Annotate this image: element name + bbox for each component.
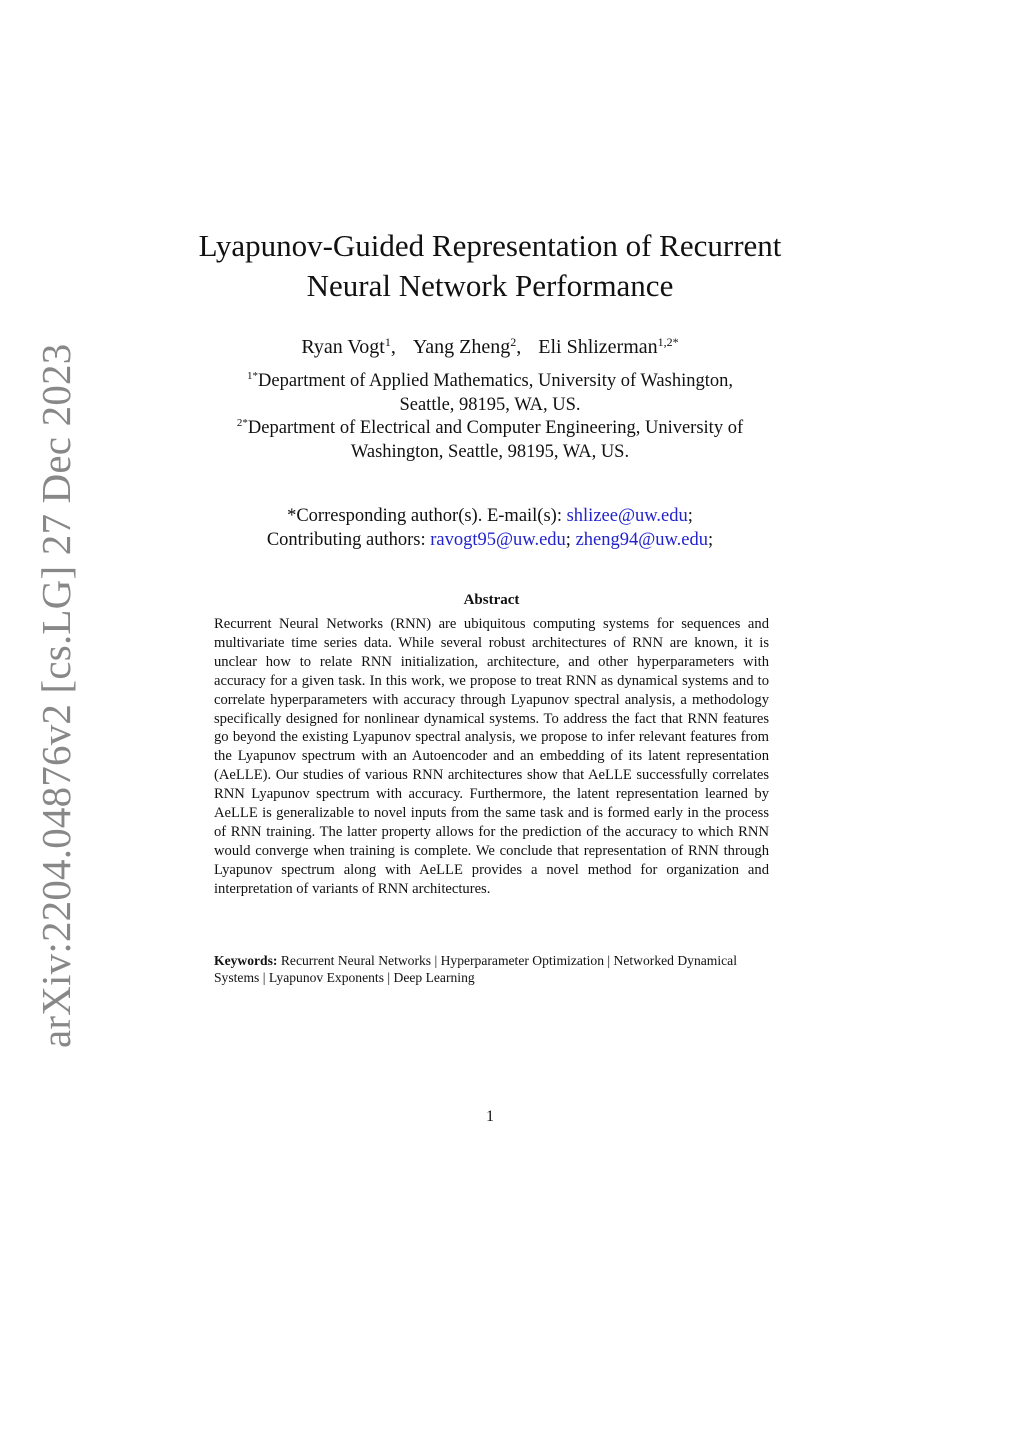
contributing-authors-line bbox=[150, 529, 830, 553]
author-affil-sup: 1,2* bbox=[657, 335, 679, 349]
author-list bbox=[150, 334, 830, 360]
author-separator: , bbox=[516, 336, 522, 358]
title-line-1: Lyapunov-Guided Representation of Recurrent bbox=[198, 228, 782, 263]
title-line-2: Neural Network Performance bbox=[306, 268, 674, 303]
author-name: Yang Zheng bbox=[412, 336, 511, 358]
author-2 bbox=[413, 336, 521, 358]
affiliation-1-line-2: Seattle, 98195, WA, US. bbox=[399, 394, 581, 415]
keywords-text: Recurrent Neural Networks | Hyperparameter Optimization | Networked Dynamical Systems | Lyapunov Exponents | Deep Learning bbox=[214, 953, 737, 985]
affiliation-2-line-2: Washington, Seattle, 98195, WA, US. bbox=[350, 441, 630, 462]
contributing-email-link-2[interactable]: zheng94@uw.edu bbox=[575, 529, 709, 550]
author-separator: , bbox=[390, 336, 396, 358]
author-affil-sup: 2 bbox=[510, 335, 517, 349]
affiliation-1-text: Department of Applied Mathematics, University of Washington, bbox=[258, 371, 733, 391]
page-number: 1 bbox=[486, 1108, 494, 1125]
contributing-suffix: ; bbox=[708, 529, 714, 550]
corresponding-email-link[interactable]: shlizee@uw.edu bbox=[566, 506, 688, 526]
contributing-email-link-1[interactable]: ravogt95@uw.edu bbox=[430, 529, 566, 550]
arxiv-identifier-stamp: arXiv:2204.04876v2 [cs.LG] 27 Dec 2023 bbox=[33, 343, 79, 1048]
author-3 bbox=[538, 336, 678, 358]
abstract-body: Recurrent Neural Networks (RNN) are ubiquitous computing systems for sequences and multivariate time series data. While several robust architectures of RNN are known, it is unclear how to relate RNN initialization, architecture, and other hyperparameters with accuracy for a given task. In this work, we propose to treat RNN as dynamical systems and to correlate hyperparameters with accuracy through Lyapunov spectral analysis, a methodology specifically designed for nonlinear dynamical systems. To address the fact that RNN features go beyond the existing Lyapunov spectral analysis, we propose to infer relevant features from the Lyapunov spectrum with an Autoencoder and an embedding of its latent representation (AeLLE). Our studies of various RNN architectures show that AeLLE successfully correlates RNN Lyapunov spectrum with accuracy. Furthermore, the latent representation learned by AeLLE is generalizable to novel inputs from the same task and is formed early in the process of RNN training. The latter property allows for the prediction of the accuracy to which RNN would converge when training is complete. We conclude that representation of RNN through Lyapunov spectrum along with AeLLE provides a novel method for organization and interpretation of variants of RNN architectures. bbox=[214, 616, 769, 897]
affiliation-2-text: Department of Electrical and Computer Engineering, University of bbox=[247, 418, 744, 438]
affiliation-1-sup: 1* bbox=[247, 370, 259, 382]
corresponding-suffix: ; bbox=[687, 506, 693, 526]
keywords bbox=[214, 953, 769, 986]
affiliation-2-sup: 2* bbox=[236, 417, 248, 429]
author-1 bbox=[301, 336, 395, 358]
abstract-heading: Abstract bbox=[463, 592, 520, 608]
contributing-separator: ; bbox=[565, 529, 576, 550]
corresponding-prefix: *Corresponding author(s). E-mail(s): bbox=[287, 506, 567, 526]
author-affil-sup: 1 bbox=[384, 335, 391, 349]
affiliation-2-line-1 bbox=[150, 417, 830, 441]
affiliation-1-line-1 bbox=[150, 370, 830, 394]
correspondence-block bbox=[150, 505, 830, 552]
keywords-label: Keywords: bbox=[214, 953, 278, 968]
corresponding-author-line bbox=[150, 505, 830, 529]
paper-title bbox=[150, 226, 830, 306]
contributing-prefix: Contributing authors: bbox=[266, 529, 431, 550]
affiliations bbox=[150, 370, 830, 464]
author-name: Eli Shlizerman bbox=[538, 336, 658, 358]
author-name: Ryan Vogt bbox=[301, 336, 385, 358]
